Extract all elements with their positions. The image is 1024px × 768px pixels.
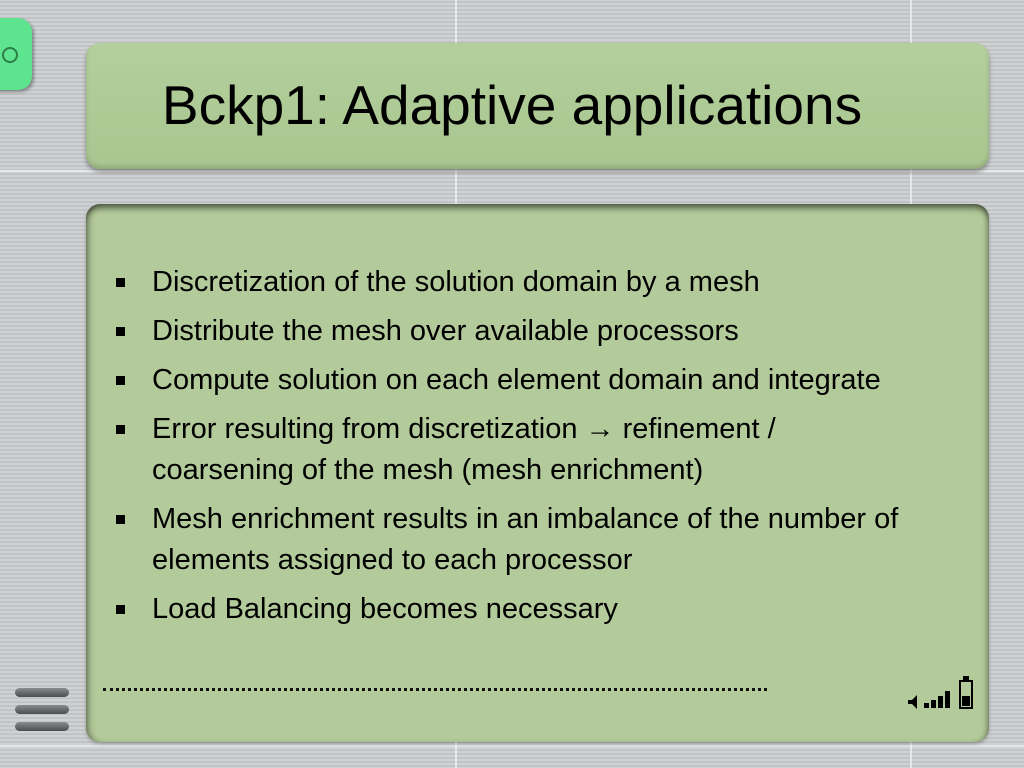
bullet-text: Load Balancing becomes necessary <box>152 593 618 625</box>
volume-level-icon[interactable] <box>908 676 978 712</box>
bullet-square-icon <box>116 278 125 287</box>
ring-icon <box>2 47 18 63</box>
bullet-list <box>112 262 912 638</box>
bullet-square-icon <box>116 327 125 336</box>
bullet-square-icon <box>116 515 125 524</box>
dotted-divider <box>103 688 767 691</box>
bullet-text: Distribute the mesh over available processors <box>152 315 739 347</box>
list-item <box>112 262 912 303</box>
list-item <box>112 589 912 630</box>
background-seam <box>0 745 1024 747</box>
bullet-text: Compute solution on each element domain and integrate <box>152 364 881 396</box>
list-item <box>112 409 912 491</box>
menu-icon[interactable] <box>15 688 71 736</box>
list-item <box>112 311 912 352</box>
bullet-square-icon <box>116 376 125 385</box>
bullet-text: Error resulting from discretization → refinement / coarsening of the mesh (mesh enrichment) <box>152 413 776 486</box>
list-item <box>112 360 912 401</box>
list-item <box>112 499 912 581</box>
background-seam <box>0 170 1024 172</box>
bullet-square-icon <box>116 425 125 434</box>
slide-title: Bckp1: Adaptive applications <box>161 74 863 136</box>
bullet-text: Discretization of the solution domain by a mesh <box>152 266 760 298</box>
bullet-square-icon <box>116 605 125 614</box>
bullet-text: Mesh enrichment results in an imbalance of the number of elements assigned to each processor <box>152 503 899 576</box>
